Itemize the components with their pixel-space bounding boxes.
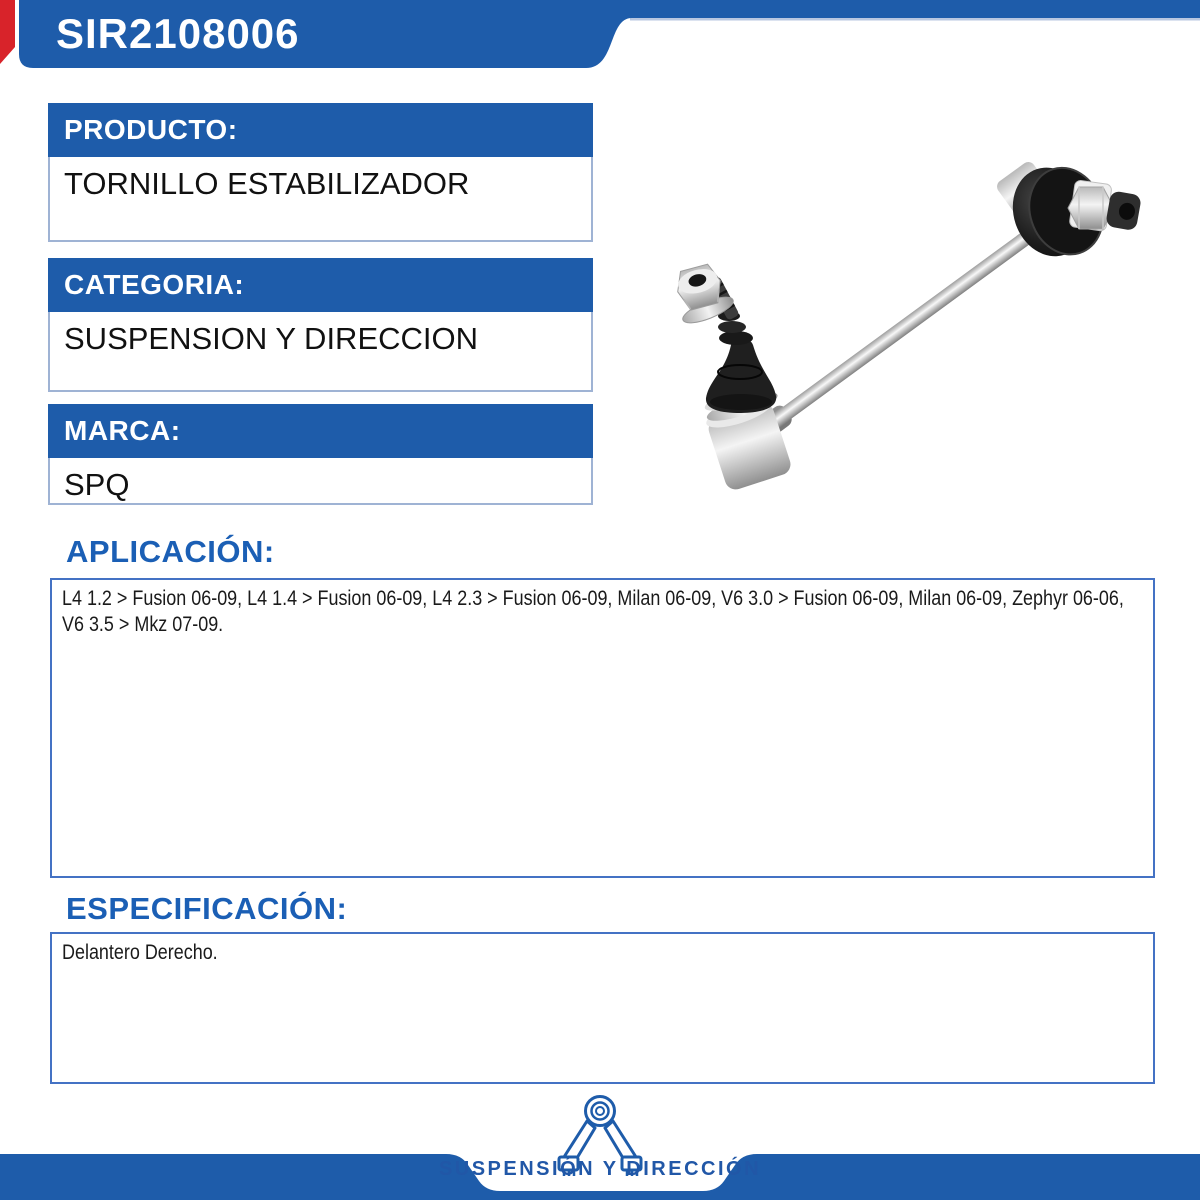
aplicacion-heading: APLICACIÓN: xyxy=(66,534,275,569)
especificacion-box xyxy=(50,932,1155,1084)
especificacion-text: Delantero Derecho. xyxy=(62,940,218,964)
product-photo-stabilizer-link xyxy=(620,110,1180,530)
marca-value: SPQ xyxy=(48,458,593,505)
field-marca xyxy=(48,404,593,505)
especificacion-heading: ESPECIFICACIÓN: xyxy=(66,891,348,926)
producto-value: TORNILLO ESTABILIZADOR xyxy=(48,157,593,242)
aplicacion-text: L4 1.2 > Fusion 06-09, L4 1.4 > Fusion 06-09, L4 2.3 > Fusion 06-09, Milan 06-09, V6 3.0 > Fusion 06-09, Milan 06-09, Zephyr 06-06, V6 3.5 > Mkz 07-09. xyxy=(62,586,1124,636)
field-producto xyxy=(48,103,593,242)
categoria-label: CATEGORIA: xyxy=(48,258,593,312)
aplicacion-box xyxy=(50,578,1155,878)
lower-ball-joint xyxy=(673,262,794,492)
marca-label: MARCA: xyxy=(48,404,593,458)
footer-brand-text: SUSPENSIÓN Y DIRECCIÓN xyxy=(438,1158,762,1180)
categoria-value: SUSPENSION Y DIRECCION xyxy=(48,312,593,392)
red-accent-ribbon xyxy=(0,0,15,64)
part-number: SIR2108006 xyxy=(56,10,300,57)
field-categoria xyxy=(48,258,593,392)
producto-label: PRODUCTO: xyxy=(48,103,593,157)
